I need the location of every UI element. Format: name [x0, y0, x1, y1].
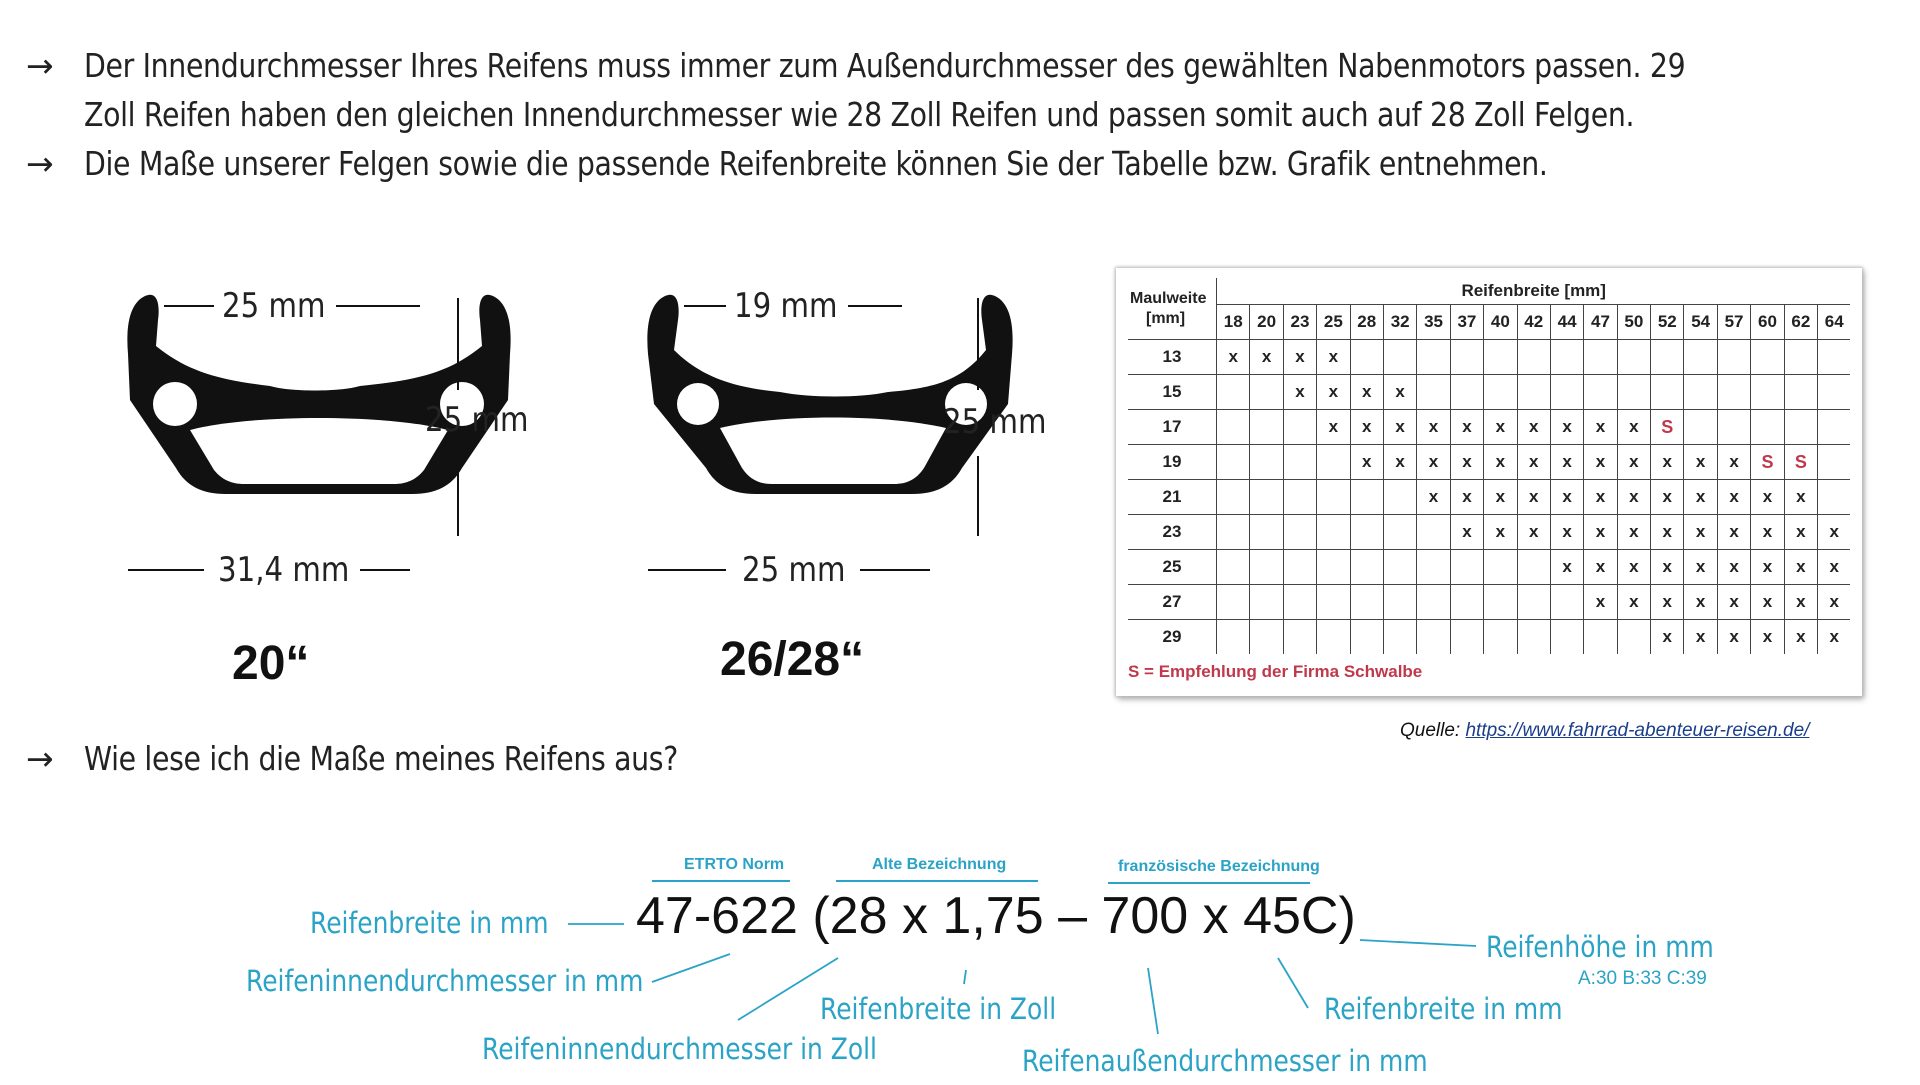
table-cell: S [1651, 410, 1684, 445]
table-cell: x [1617, 550, 1650, 585]
label-height-mm: Reifenhöhe in mm [1486, 930, 1714, 964]
table-column-header: 50 [1617, 305, 1650, 340]
rim-width-unit: [mm] [1146, 309, 1186, 327]
table-cell: x [1784, 550, 1817, 585]
table-column-header: 23 [1283, 305, 1316, 340]
table-cell: x [1617, 585, 1650, 620]
table-cell: S [1784, 445, 1817, 480]
table-cell: x [1584, 585, 1617, 620]
table-cell: x [1751, 515, 1784, 550]
table-cell: x [1784, 515, 1817, 550]
rim-20-outer-width: 31,4 mm [218, 550, 350, 590]
table-row-header: 17 [1128, 410, 1217, 445]
table-cell: x [1717, 585, 1750, 620]
table-cell: x [1584, 410, 1617, 445]
table-cell: x [1717, 620, 1750, 655]
arrow-icon: → [26, 739, 54, 778]
table-cell: x [1751, 480, 1784, 515]
table-cell: x [1684, 620, 1717, 655]
table-cell: x [1617, 480, 1650, 515]
table-column-header: 35 [1417, 305, 1450, 340]
label-height-values: A:30 B:33 C:39 [1578, 968, 1707, 989]
table-cell: x [1717, 445, 1750, 480]
bullet-text-1-line-1: Der Innendurchmesser Ihres Reifens muss immer zum Außendurchmesser des gewählten Nabenmotors passen. 29 [84, 46, 1686, 85]
table-row-header: 25 [1128, 550, 1217, 585]
label-width-inch: Reifenbreite in Zoll [820, 992, 1057, 1026]
table-cell: x [1818, 620, 1851, 655]
table-cell: x [1417, 480, 1450, 515]
table-row-header: 13 [1128, 340, 1217, 375]
table-cell: x [1651, 550, 1684, 585]
table-column-header: 20 [1250, 305, 1283, 340]
source-label: Quelle: [1400, 720, 1466, 741]
table-cell: x [1417, 410, 1450, 445]
table-cell: x [1584, 550, 1617, 585]
table-column-header: 64 [1818, 305, 1851, 340]
table-cell: x [1484, 480, 1517, 515]
table-cell: x [1484, 410, 1517, 445]
table-cell: x [1617, 410, 1650, 445]
table-column-header: 60 [1751, 305, 1784, 340]
table-row-header: 27 [1128, 585, 1217, 620]
old-designation-header: Alte Bezeichnung [872, 856, 1007, 873]
table-cell: x [1684, 550, 1717, 585]
table-column-header: 54 [1684, 305, 1717, 340]
table-column-header: 40 [1484, 305, 1517, 340]
table-cell: x [1517, 515, 1550, 550]
rim-width-label: Maulweite [1130, 289, 1207, 307]
table-cell: x [1784, 585, 1817, 620]
table-cell: x [1651, 585, 1684, 620]
table-cell: x [1651, 480, 1684, 515]
table-cell: x [1383, 445, 1416, 480]
arrow-icon: → [26, 46, 54, 85]
table-row-header: 23 [1128, 515, 1217, 550]
table-cell: x [1651, 620, 1684, 655]
rim-20-inner-width: 25 mm [222, 286, 326, 326]
table-cell: x [1383, 410, 1416, 445]
table-cell: x [1283, 375, 1316, 410]
schwalbe-note: S = Empfehlung der Firma Schwalbe [1128, 662, 1423, 681]
table-cell: x [1317, 410, 1350, 445]
table-cell: x [1584, 480, 1617, 515]
table-cell: x [1350, 410, 1383, 445]
bullet-text-1-line-2: Zoll Reifen haben den gleichen Innendurchmesser wie 28 Zoll Reifen und passen somit auch auf 28 Zoll Felgen. [84, 95, 1635, 134]
table-cell: x [1784, 620, 1817, 655]
label-inner-diameter-mm: Reifeninnendurchmesser in mm [246, 964, 644, 998]
arrow-icon: → [26, 144, 54, 183]
french-designation-header: französische Bezeichnung [1118, 858, 1320, 875]
label-outer-diameter-mm: Reifenaußendurchmesser in mm [1022, 1044, 1428, 1078]
table-column-header: 52 [1651, 305, 1684, 340]
table-column-header: 25 [1317, 305, 1350, 340]
label-width-mm-left: Reifenbreite in mm [310, 906, 549, 940]
table-cell: x [1751, 620, 1784, 655]
table-cell: x [1484, 515, 1517, 550]
table-cell: x [1350, 375, 1383, 410]
rim-26-28-inner-width: 19 mm [734, 286, 838, 326]
table-cell: x [1317, 340, 1350, 375]
table-column-header: 28 [1350, 305, 1383, 340]
table-cell: x [1450, 445, 1483, 480]
table-cell: x [1517, 410, 1550, 445]
table-cell: x [1450, 410, 1483, 445]
rim-26-28-outer-width: 25 mm [742, 550, 846, 590]
table-cell: x [1350, 445, 1383, 480]
label-width-mm-right: Reifenbreite in mm [1324, 992, 1563, 1026]
tire-size-code: 47-622 (28 x 1,75 – 700 x 45C) [636, 887, 1356, 945]
table-cell: x [1617, 445, 1650, 480]
table-column-header: 37 [1450, 305, 1483, 340]
rim-20-size-label: 20“ [232, 637, 310, 690]
table-cell: x [1550, 550, 1583, 585]
table-cell: x [1684, 480, 1717, 515]
table-column-header: 57 [1717, 305, 1750, 340]
table-cell: x [1684, 445, 1717, 480]
table-cell: x [1450, 480, 1483, 515]
table-cell: x [1383, 375, 1416, 410]
table-cell: S [1751, 445, 1784, 480]
table-column-header: 47 [1584, 305, 1617, 340]
table-column-header: 44 [1550, 305, 1583, 340]
table-cell: x [1751, 550, 1784, 585]
rim-26-28-size-label: 26/28“ [720, 633, 865, 686]
table-cell: x [1651, 445, 1684, 480]
table-cell: x [1317, 375, 1350, 410]
table-cell: x [1617, 515, 1650, 550]
table-cell: x [1550, 480, 1583, 515]
table-column-header: 42 [1517, 305, 1550, 340]
table-column-header: 18 [1217, 305, 1250, 340]
table-cell: x [1784, 480, 1817, 515]
table-cell: x [1550, 515, 1583, 550]
table-cell: x [1517, 445, 1550, 480]
table-cell: x [1717, 515, 1750, 550]
bullet-text-3: Wie lese ich die Maße meines Reifens aus? [84, 739, 678, 778]
table-cell: x [1818, 550, 1851, 585]
table-cell: x [1651, 515, 1684, 550]
table-row-header: 21 [1128, 480, 1217, 515]
table-column-header: 32 [1383, 305, 1416, 340]
table-cell: x [1484, 445, 1517, 480]
table-cell: x [1584, 515, 1617, 550]
label-inner-diameter-inch: Reifeninnendurchmesser in Zoll [482, 1032, 877, 1066]
table-cell: x [1818, 515, 1851, 550]
table-cell: x [1450, 515, 1483, 550]
etrto-header: ETRTO Norm [684, 856, 785, 873]
table-cell: x [1550, 445, 1583, 480]
table-cell: x [1684, 515, 1717, 550]
table-cell: x [1717, 480, 1750, 515]
table-cell: x [1517, 480, 1550, 515]
table-cell: x [1417, 445, 1450, 480]
rim-20-height: 25 mm [425, 400, 529, 440]
bullet-text-2: Die Maße unserer Felgen sowie die passende Reifenbreite können Sie der Tabelle bzw. Grafik entnehmen. [84, 144, 1548, 183]
table-cell: x [1818, 585, 1851, 620]
table-cell: x [1717, 550, 1750, 585]
table-row-header: 15 [1128, 375, 1217, 410]
table-cell: x [1283, 340, 1316, 375]
rim-26-28-height: 25 mm [943, 402, 1047, 442]
table-cell: x [1584, 445, 1617, 480]
table-cell: x [1684, 585, 1717, 620]
table-cell: x [1751, 585, 1784, 620]
table-cell: x [1217, 340, 1250, 375]
table-cell: x [1550, 410, 1583, 445]
source-link[interactable]: https://www.fahrrad-abenteuer-reisen.de/ [1465, 720, 1810, 741]
table-column-header: 62 [1784, 305, 1817, 340]
tire-width-group-header: Reifenbreite [mm] [1217, 278, 1851, 305]
table-row-header: 19 [1128, 445, 1217, 480]
table-cell: x [1250, 340, 1283, 375]
table-row-header: 29 [1128, 620, 1217, 655]
